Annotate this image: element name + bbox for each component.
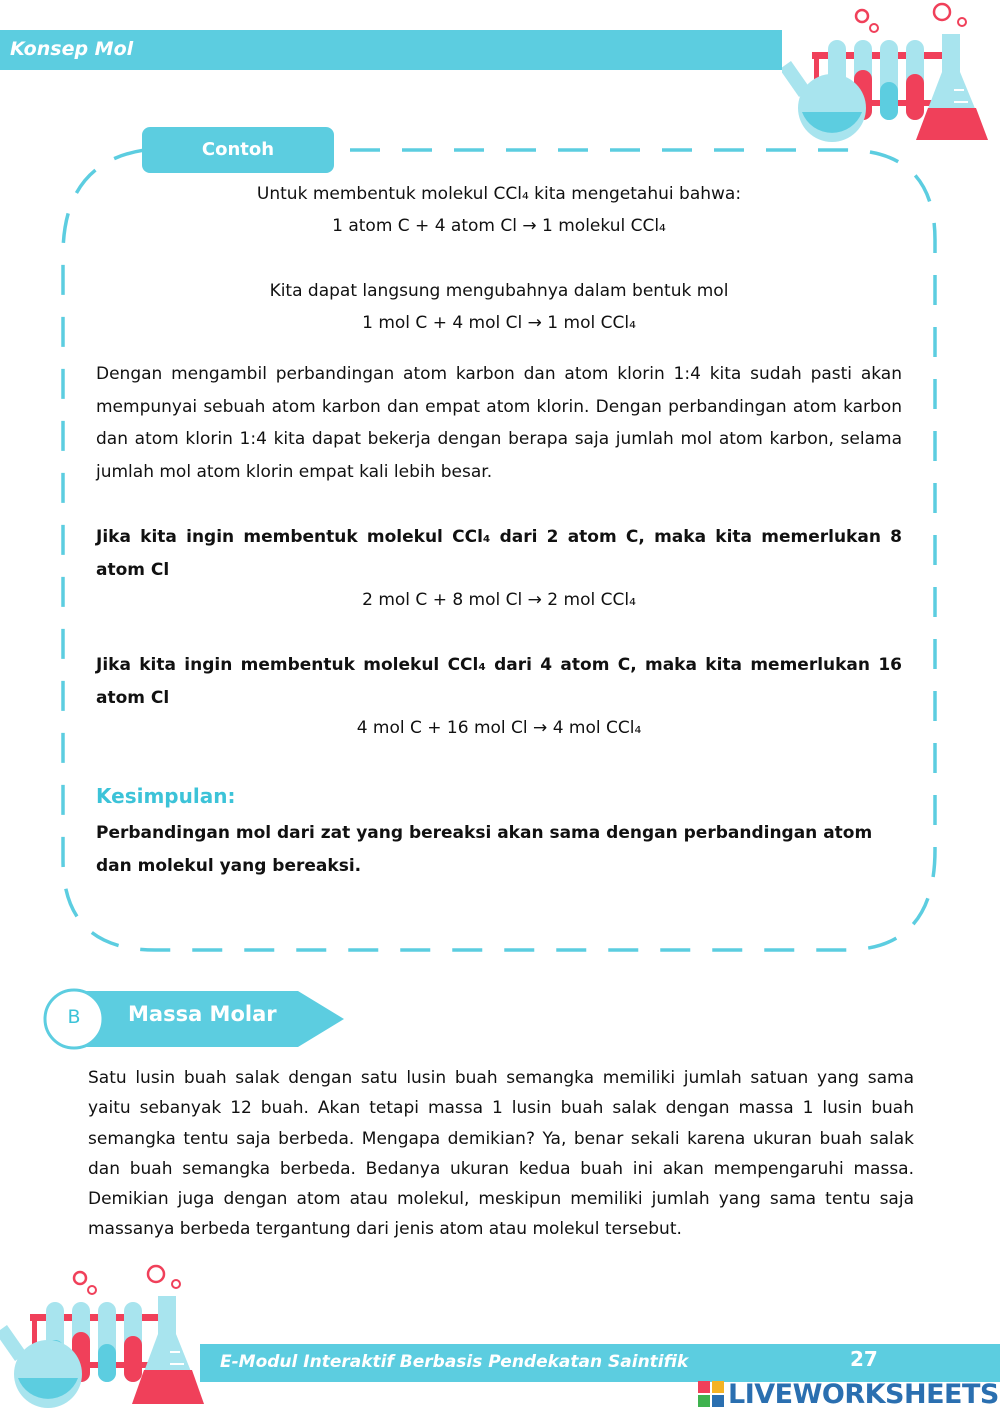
case1-equation: 2 mol C + 8 mol Cl → 2 mol CCl₄ bbox=[362, 590, 636, 610]
section-letter: B bbox=[67, 1006, 81, 1028]
example-tab: Contoh bbox=[142, 127, 334, 173]
case2-equation: 4 mol C + 16 mol Cl → 4 mol CCl₄ bbox=[356, 718, 642, 738]
case1-text: Jika kita ingin membentuk molekul CCl₄ dari 2 atom C, maka kita memerlukan 8 atom Cl bbox=[96, 527, 902, 580]
lab-glassware-icon bbox=[0, 1262, 220, 1413]
equation-atoms: 1 atom C + 4 atom Cl → 1 molekul CCl₄ bbox=[332, 216, 666, 236]
conclusion-label: Kesimpulan: bbox=[96, 784, 236, 808]
liveworksheets-text: LIVEWORKSHEETS bbox=[728, 1378, 999, 1410]
example-intro: Untuk membentuk molekul CCl₄ kita mengetahui bahwa: bbox=[256, 184, 742, 204]
liveworksheets-logo[interactable] bbox=[698, 1378, 999, 1410]
header-title: Konsep Mol bbox=[10, 38, 134, 60]
footer-text: E-Modul Interaktif Berbasis Pendekatan Saintifik bbox=[220, 1352, 689, 1372]
equation-mol: 1 mol C + 4 mol Cl → 1 mol CCl₄ bbox=[362, 313, 636, 333]
case2-text: Jika kita ingin membentuk molekul CCl₄ dari 4 atom C, maka kita memerlukan 16 atom Cl bbox=[96, 655, 902, 708]
section-title: Massa Molar bbox=[128, 1002, 277, 1026]
example-paragraph: Dengan mengambil perbandingan atom karbon dan atom klorin 1:4 kita sudah pasti akan mempunyai sebuah atom karbon dan empat atom klorin. Dengan perbandingan atom karbon dan atom klorin 1:4 kita dapat bekerja dengan berapa saja jumlah mol atom karbon, selama jumlah mol atom klorin empat kali lebih besar. bbox=[96, 364, 902, 482]
convert-text: Kita dapat langsung mengubahnya dalam bentuk mol bbox=[269, 281, 729, 301]
liveworksheets-icon bbox=[698, 1381, 724, 1407]
conclusion-text: Perbandingan mol dari zat yang bereaksi akan sama dengan perbandingan atom dan molekul yang bereaksi. bbox=[96, 823, 873, 876]
page-number: 27 bbox=[850, 1347, 878, 1371]
section-body: Satu lusin buah salak dengan satu lusin buah semangka memiliki jumlah satuan yang sama yaitu sebanyak 12 buah. Akan tetapi massa 1 lusin buah salak dengan massa 1 lusin buah semangka tentu saja berbeda. Mengapa demikian? Ya, benar sekali karena ukuran buah salak dan buah semangka berbeda. Bedanya ukuran kedua buah ini akan mempengaruhi massa. Demikian juga dengan atom atau molekul, meskipun memiliki jumlah yang sama tentu saja massanya berbeda tergantung dari jenis atom atau molekul tersebut. bbox=[88, 1068, 914, 1240]
